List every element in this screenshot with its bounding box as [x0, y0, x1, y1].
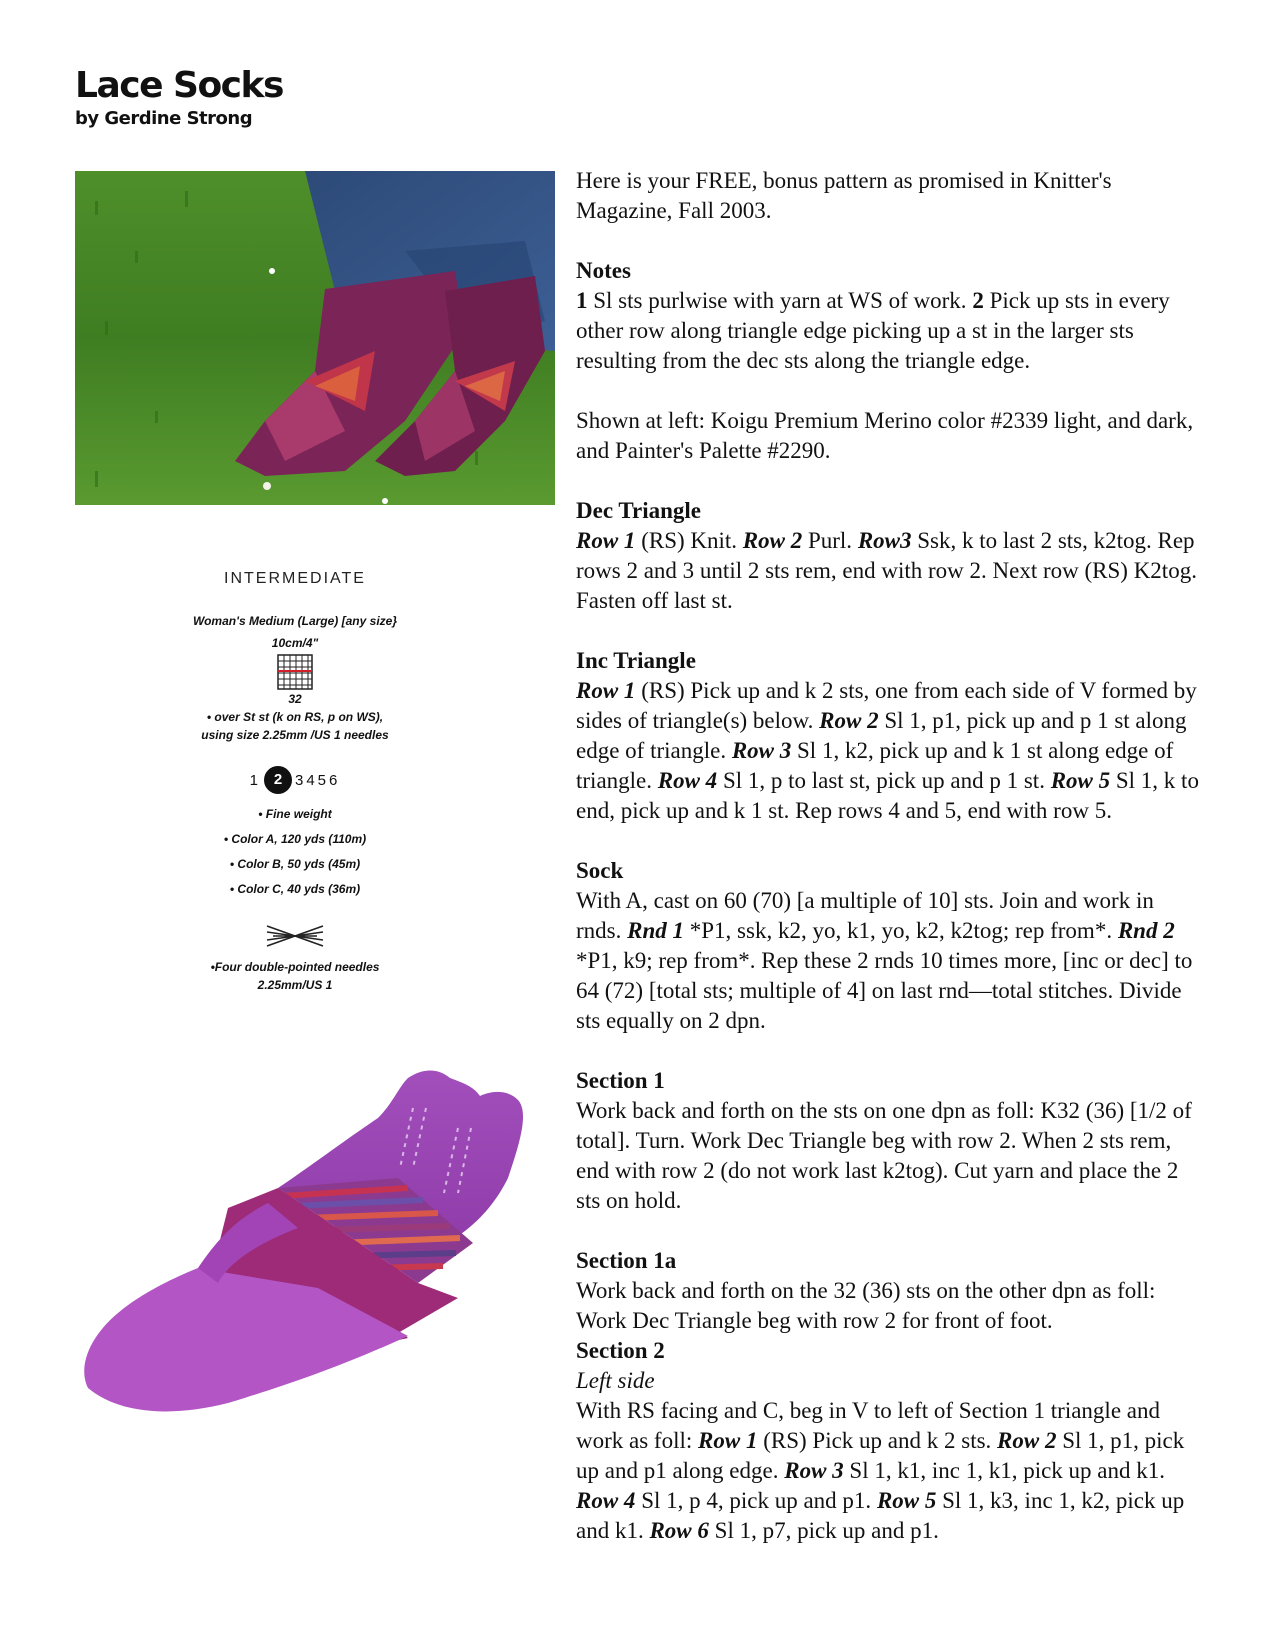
row-label: Row 2	[997, 1428, 1057, 1453]
row-text: Sl 1, p1, pick up and p1 along edge.	[576, 1428, 1185, 1483]
row-label: Row 2	[819, 708, 879, 733]
sizes: Woman's Medium (Large) [any size}	[192, 614, 397, 628]
shown-at-left-text: Shown at left: Koigu Premium Merino color #2339 light, and dark, and Painter's Palette #2290.	[576, 408, 1194, 463]
notes-heading: Notes	[576, 258, 631, 283]
yarn-weight-scale	[135, 766, 455, 794]
section-1-heading: Section 1	[576, 1068, 665, 1093]
needles-size: 2.25mm/US 1	[257, 978, 333, 992]
gauge-rows: 32	[288, 692, 302, 706]
rnd-text: *P1, k9; rep from*. Rep these 2 rnds 10 times more, [inc or dec] to 64 (72) [total sts; multiple of 4] on last rnd—total stitches. Divide sts equally on 2 dpn.	[576, 948, 1193, 1033]
weight-3: 3	[294, 771, 307, 789]
row-text: Sl 1, p7, pick up and p1.	[708, 1518, 939, 1543]
row-text: Sl 1, p1, pick up and p 1 st along edge of triangle.	[576, 708, 1187, 763]
weight-4: 4	[306, 771, 318, 789]
note-number: 1	[576, 288, 588, 313]
yarn-color-c: • Color C, 40 yds (36m)	[229, 882, 361, 896]
left-side-subheading: Left side	[576, 1368, 655, 1393]
row-label: Row 2	[742, 528, 803, 553]
weight-6: 6	[329, 771, 341, 789]
yarn-list	[135, 802, 455, 902]
yarn-color-b: • Color B, 50 yds (45m)	[229, 857, 361, 871]
row-text: Sl 1, p to last st, pick up and p 1 st.	[717, 768, 1051, 793]
pattern-title: Lace Socks	[75, 65, 283, 106]
row-label: Row 4	[576, 1488, 636, 1513]
gauge-note: • over St st (k on RS, p on WS),	[206, 710, 384, 724]
rnd-label: Rnd 1	[627, 918, 685, 943]
gauge-measure: 10cm/4"	[271, 636, 319, 650]
row-text: Sl 1, k to end, pick up and k 1 st. Rep rows 4 and 5, end with row 5.	[576, 768, 1199, 823]
section-2-heading: Section 2	[576, 1338, 665, 1363]
yarn-color-a: • Color A, 120 yds (110m)	[223, 832, 367, 846]
row-label: Row 1	[576, 528, 636, 553]
weight-5: 5	[317, 771, 330, 789]
row-label: Row 1	[576, 678, 636, 703]
dec-triangle-text	[576, 526, 1204, 616]
row-label: Row 5	[1050, 768, 1111, 793]
row-text: Sl 1, k3, inc 1, k2, pick up and k1.	[576, 1488, 1185, 1543]
pattern-specs	[135, 570, 455, 994]
row-text: Sl 1, k2, pick up and k 1 st along edge of triangle.	[576, 738, 1174, 793]
row-label: Row 5	[876, 1488, 937, 1513]
row-text: (RS) Pick up and k 2 sts, one from each side of V formed by sides of triangle(s) below.	[576, 678, 1197, 733]
dec-triangle-heading: Dec Triangle	[576, 498, 701, 523]
row-text: Sl 1, k1, inc 1, k1, pick up and k1.	[843, 1458, 1166, 1483]
row-label: Row3	[857, 528, 912, 553]
note-text: Sl sts purlwise with yarn at WS of work.	[587, 288, 973, 313]
note-number: 2	[972, 288, 984, 313]
designer-byline: by Gerdine Strong	[75, 108, 253, 129]
row-text: Sl 1, p 4, pick up and p1.	[635, 1488, 877, 1513]
needles-spec: •Four double-pointed needles	[210, 960, 380, 974]
row-text: (RS) Knit.	[635, 528, 743, 553]
section-2-text	[576, 1396, 1204, 1546]
weight-1: 1	[249, 771, 261, 789]
row-text: (RS) Pick up and k 2 sts.	[757, 1428, 998, 1453]
section-1a-text: Work back and forth on the 32 (36) sts on the other dpn as foll: Work Dec Triangle beg with row 2 for front of foot.	[576, 1278, 1156, 1333]
sock-intro: With A, cast on 60 (70) [a multiple of 10] sts. Join and work in rnds.	[576, 888, 1154, 943]
socks-on-grass-photo	[75, 171, 555, 505]
intro-text: Here is your FREE, bonus pattern as promised in Knitter's Magazine, Fall 2003.	[576, 168, 1112, 223]
rnd-label: Rnd 2	[1117, 918, 1175, 943]
pattern-instructions	[576, 166, 1204, 1546]
section-2-intro: With RS facing and C, beg in V to left of Section 1 triangle and work as foll:	[576, 1398, 1160, 1453]
row-label: Row 3	[784, 1458, 844, 1483]
row-label: Row 6	[649, 1518, 709, 1543]
sock-heading: Sock	[576, 858, 624, 883]
gauge-swatch-icon	[277, 654, 313, 690]
row-label: Row 3	[731, 738, 792, 763]
section-1-text: Work back and forth on the sts on one dpn as foll: K32 (36) [1/2 of total]. Turn. Work Dec Triangle beg with row 2. When 2 sts rem, end with row 2 (do not work last k2tog). Cut yarn and place the 2 sts on hold.	[576, 1098, 1192, 1213]
single-sock-photo	[78, 1068, 548, 1433]
row-text: Ssk, k to last 2 sts, k2tog. Rep rows 2 and 3 until 2 sts rem, end with row 2. Next row (RS) K2tog. Fasten off last st.	[576, 528, 1197, 613]
gauge-needle-note: using size 2.25mm /US 1 needles	[201, 728, 389, 742]
weight-selected-icon: 2	[264, 766, 292, 794]
notes-text	[576, 286, 1204, 376]
needles-icon	[265, 922, 325, 950]
inc-triangle-text	[576, 676, 1204, 826]
row-label: Row 4	[657, 768, 718, 793]
section-1a-heading: Section 1a	[576, 1248, 677, 1273]
sock-text	[576, 886, 1204, 1036]
inc-triangle-heading: Inc Triangle	[576, 648, 696, 673]
rnd-text: *P1, ssk, k2, yo, k1, yo, k2, k2tog; rep from*.	[684, 918, 1118, 943]
yarn-weight: • Fine weight	[258, 807, 332, 821]
skill-level: INTERMEDIATE	[224, 570, 366, 587]
row-text: Purl.	[802, 528, 858, 553]
note-text: Pick up sts in every other row along triangle edge picking up a st in the larger sts resulting from the dec sts along the triangle edge.	[576, 288, 1170, 373]
row-label: Row 1	[698, 1428, 758, 1453]
